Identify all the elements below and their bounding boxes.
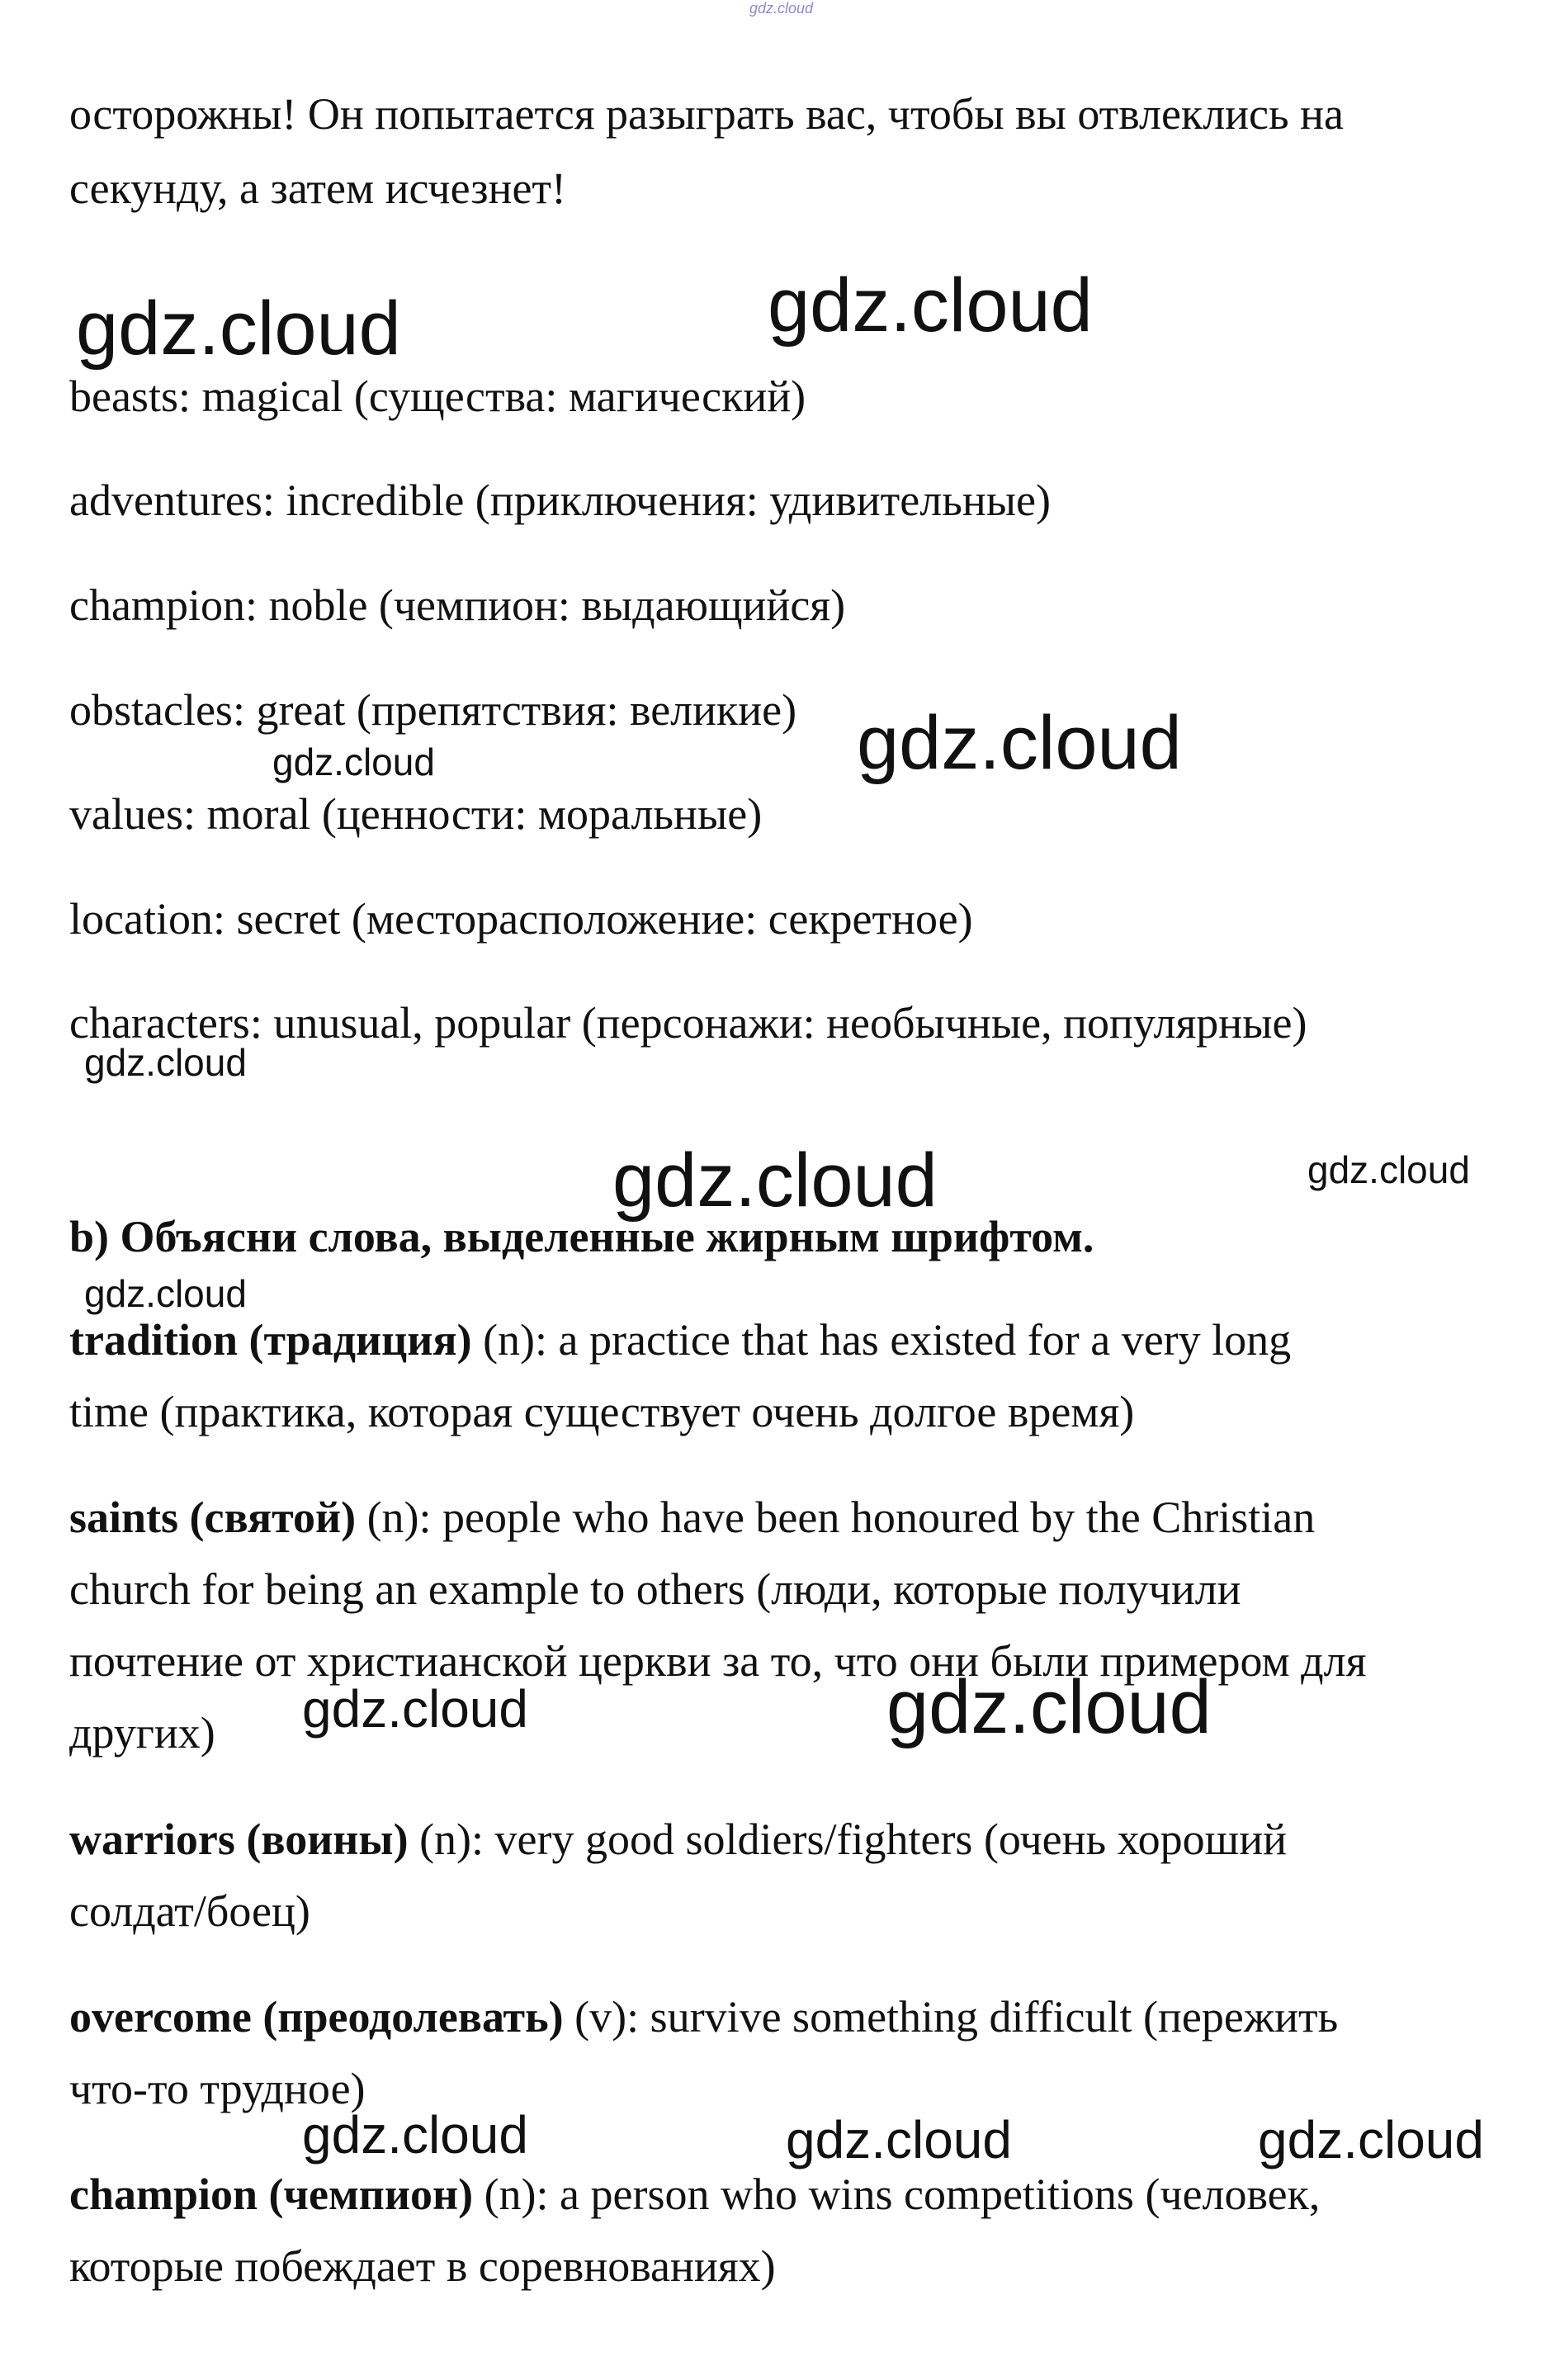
pair-beasts: beasts: magical (существа: магический) [69, 371, 806, 421]
pair-values: values: moral (ценности: моральные) [69, 789, 763, 839]
definition-term: champion (чемпион) [69, 2169, 474, 2219]
definition-term: saints (святой) [69, 1493, 357, 1542]
watermark: gdz.cloud [84, 1041, 247, 1084]
definition-warriors-line-2: солдат/боец) [69, 1886, 310, 1936]
definition-tradition-line-2: time (практика, которая существует очень долгое время) [69, 1387, 1135, 1436]
definition-champion-line-2: которые побеждает в соревнованиях) [69, 2241, 776, 2291]
definition-saints-line-3: почтение от христианской церкви за то, что они были примером для [69, 1636, 1367, 1686]
intro-line-1: осторожны! Он попытается разыграть вас, чтобы вы отвлеклись на [69, 89, 1345, 139]
definition-text: (n): a person who wins competitions (человек, [473, 2169, 1321, 2219]
section-b-heading [69, 1212, 1094, 1261]
definition-saints-line-4: других) [69, 1708, 215, 1758]
watermark: gdz.cloud [857, 701, 1182, 785]
definition-saints-line-2: church for being an example to others (люди, которые получили [69, 1564, 1241, 1614]
watermark: gdz.cloud [786, 2110, 1012, 2169]
section-b-heading-text: b) Объясни слова, выделенные жирным шрифтом. [69, 1212, 1094, 1261]
definition-term: tradition (традиция) [69, 1315, 472, 1365]
pair-obstacles: obstacles: great (препятствия: великие) [69, 685, 797, 735]
watermark: gdz.cloud [886, 1665, 1212, 1749]
definition-overcome-line-1 [69, 1992, 1338, 2042]
watermark: gdz.cloud [1258, 2110, 1484, 2169]
pair-adventures: adventures: incredible (приключения: удивительные) [69, 476, 1051, 525]
definition-champion-line-1 [69, 2169, 1320, 2219]
definition-saints-line-1 [69, 1493, 1315, 1542]
definition-text: (n): people who have been honoured by the Christian [356, 1493, 1316, 1542]
watermark: gdz.cloud [768, 263, 1093, 348]
watermark: gdz.cloud [612, 1138, 938, 1223]
intro-line-2: секунду, а затем исчезнет! [69, 163, 566, 213]
pair-location: location: secret (месторасположение: секретное) [69, 894, 973, 944]
watermark: gdz.cloud [1307, 1148, 1470, 1191]
header-watermark: gdz.cloud [749, 0, 814, 17]
definition-term: overcome (преодолевать) [69, 1992, 564, 2042]
pair-champion: champion: noble (чемпион: выдающийся) [69, 580, 846, 630]
definition-text: (n): very good soldiers/fighters (очень хороший [408, 1815, 1287, 1864]
watermark: gdz.cloud [76, 286, 401, 371]
definition-text: (n): a practice that has existed for a very long [471, 1315, 1292, 1365]
definition-overcome-line-2: что-то трудное) [69, 2064, 366, 2113]
watermark: gdz.cloud [272, 740, 435, 783]
definition-term: warriors (воины) [69, 1815, 409, 1864]
watermark: gdz.cloud [84, 1272, 247, 1315]
watermark: gdz.cloud [302, 2105, 528, 2165]
definition-text: (v): survive something difficult (пережить [563, 1992, 1339, 2042]
definition-warriors-line-1 [69, 1815, 1287, 1864]
definition-tradition-line-1 [69, 1315, 1291, 1365]
pair-characters: characters: unusual, popular (персонажи: необычные, популярные) [69, 998, 1307, 1048]
watermark: gdz.cloud [302, 1679, 528, 1739]
